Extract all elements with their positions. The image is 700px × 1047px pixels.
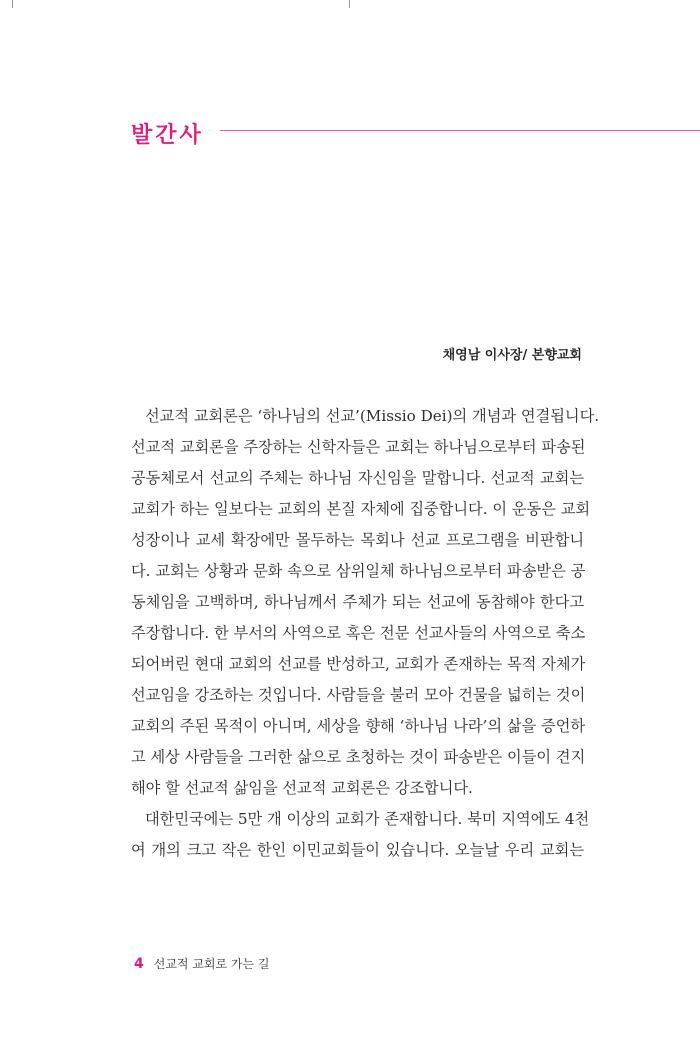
text-line: 선교적 교회론은 ‘하나님의 선교’(Missio Dei)의 개념과 연결됩니다. (145, 407, 600, 425)
text-line: 성장이나 교세 확장에만 몰두하는 목회나 선교 프로그램을 비판합니 (131, 531, 584, 549)
crop-mark-left (12, 0, 13, 8)
text-line: 해야 할 선교적 삶임을 선교적 교회론은 강조합니다. (131, 779, 473, 797)
page-footer (134, 955, 270, 972)
text-line: 다. 교회는 상황과 문화 속으로 삼위일체 하나님으로부터 파송받은 공 (131, 562, 586, 580)
section-title: 발간사 (131, 122, 204, 148)
text-line: 여 개의 크고 작은 한인 이민교회들이 있습니다. 오늘날 우리 교회는 (131, 841, 584, 859)
text-line: 대한민국에는 5만 개 이상의 교회가 존재합니다. 북미 지역에도 4천 (145, 810, 590, 828)
crop-mark-center (349, 0, 350, 8)
text-line: 교회의 주된 목적이 아니며, 세상을 향해 ‘하나님 나라’의 삶을 증언하 (131, 717, 586, 735)
page-number: 4 (134, 956, 144, 972)
text-line: 교회가 하는 일보다는 교회의 본질 자체에 집중합니다. 이 운동은 교회 (131, 500, 591, 518)
running-title: 선교적 교회로 가는 길 (153, 957, 270, 971)
text-line: 되어버린 현대 교회의 선교를 반성하고, 교회가 존재하는 목적 자체가 (131, 655, 586, 673)
title-rule (220, 130, 700, 131)
text-line: 선교임을 강조하는 것입니다. 사람들을 불러 모아 건물을 넓히는 것이 (131, 686, 586, 704)
text-line: 주장합니다. 한 부서의 사역으로 혹은 전문 선교사들의 사역으로 축소 (131, 624, 586, 642)
author-line: 채영남 이사장/ 본향교회 (442, 348, 582, 363)
paragraph-2 (131, 804, 590, 866)
paragraph-1 (131, 401, 600, 804)
body-text (131, 401, 600, 866)
text-line: 고 세상 사람들을 그러한 삶으로 초청하는 것이 파송받은 이들이 견지 (131, 748, 586, 766)
text-line: 동체임을 고백하며, 하나님께서 주체가 되는 선교에 동참해야 한다고 (131, 593, 584, 611)
text-line: 선교적 교회론을 주장하는 신학자들은 교회는 하나님으로부터 파송된 (131, 438, 586, 456)
text-line: 공동체로서 선교의 주체는 하나님 자신임을 말합니다. 선교적 교회는 (131, 469, 584, 487)
